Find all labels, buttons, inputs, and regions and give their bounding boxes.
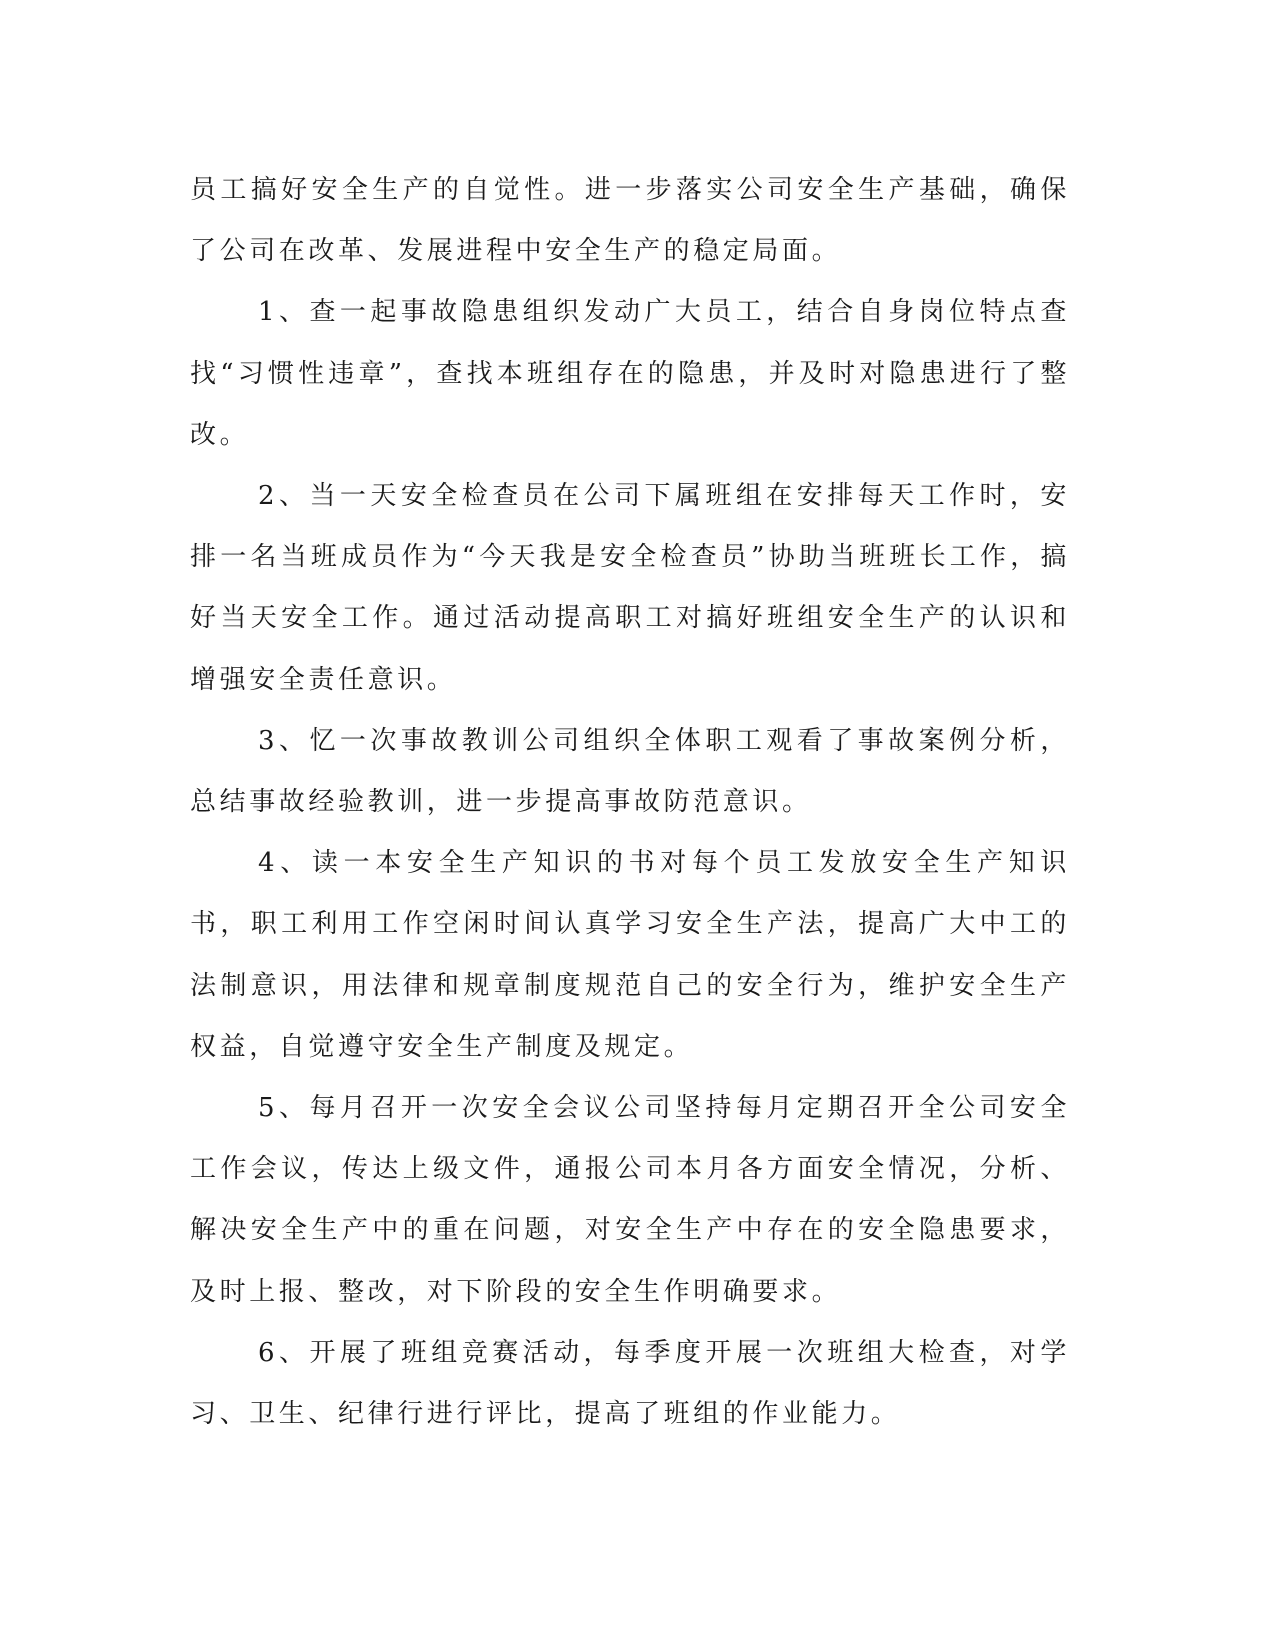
- paragraph-item-6: 6、开展了班组竞赛活动，每季度开展一次班组大检查，对学习、卫生、纪律行进行评比，提高了班组的作业能力。: [190, 1337, 1070, 1430]
- paragraph-item-3: 3、忆一次事故教训公司组织全体职工观看了事故案例分析，总结事故经验教训，进一步提高事故防范意识。: [190, 725, 1070, 818]
- paragraph-item-2: 2、当一天安全检查员在公司下属班组在安排每天工作时，安排一名当班成员作为“今天我是安全检查员”协助当班班长工作，搞好当天安全工作。通过活动提高职工对搞好班组安全生产的认识和增强安全责任意识。: [190, 481, 1070, 695]
- document-body: [190, 160, 1070, 1445]
- paragraph-item-4: 4、读一本安全生产知识的书对每个员工发放安全生产知识书，职工利用工作空闲时间认真学习安全生产法，提高广大中工的法制意识，用法律和规章制度规范自己的安全行为，维护安全生产权益，自觉遵守安全生产制度及规定。: [190, 848, 1070, 1062]
- paragraph-item-1: 1、查一起事故隐患组织发动广大员工，结合自身岗位特点查找“习惯性违章”，查找本班组存在的隐患，并及时对隐患进行了整改。: [190, 297, 1070, 450]
- paragraph-item-5: 5、每月召开一次安全会议公司坚持每月定期召开全公司安全工作会议，传达上级文件，通报公司本月各方面安全情况，分析、解决安全生产中的重在问题，对安全生产中存在的安全隐患要求，及时上报、整改，对下阶段的安全生作明确要求。: [190, 1093, 1070, 1307]
- paragraph-intro: 员工搞好安全生产的自觉性。进一步落实公司安全生产基础，确保了公司在改革、发展进程中安全生产的稳定局面。: [190, 175, 1070, 267]
